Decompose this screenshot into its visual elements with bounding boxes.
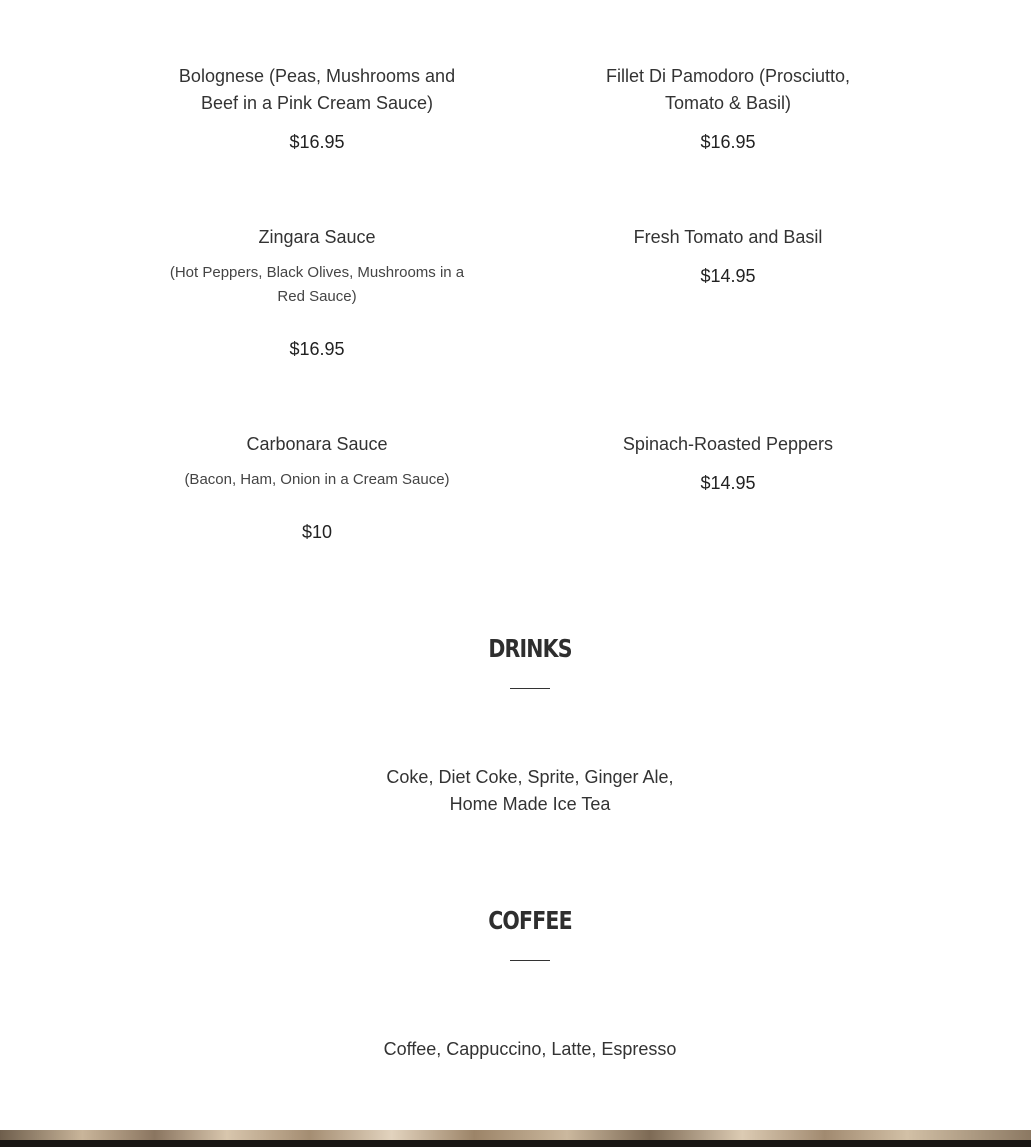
menu-item-bolognese	[162, 63, 472, 163]
footer-background-image	[0, 1130, 1031, 1147]
menu-item-title: Fresh Tomato and Basil	[633, 227, 823, 247]
menu-item-price: $16.95	[289, 339, 345, 359]
menu-item-price: $16.95	[700, 132, 756, 152]
menu-item-price: $10	[301, 522, 333, 542]
menu-item-price: $14.95	[700, 266, 756, 286]
menu-item-price: $14.95	[700, 473, 756, 493]
menu-item-description: (Hot Peppers, Black Olives, Mushrooms in a Red Sauce)	[169, 264, 465, 305]
menu-item-spinach-roasted-peppers	[573, 431, 883, 511]
menu-item-title: Bolognese (Peas, Mushrooms and Beef in a Pink Cream Sauce)	[178, 66, 456, 113]
drinks-heading: DRINKS	[488, 634, 572, 663]
menu-item-title: Carbonara Sauce	[246, 434, 388, 454]
menu-item-title: Fillet Di Pamodoro (Prosciutto, Tomato & Basil)	[605, 66, 851, 113]
coffee-list: Coffee, Cappuccino, Latte, Espresso	[383, 1039, 677, 1059]
menu-item-zingara-sauce	[162, 224, 472, 374]
menu-item-description: (Bacon, Ham, Onion in a Cream Sauce)	[184, 471, 450, 488]
drinks-list: Coke, Diet Coke, Sprite, Ginger Ale, Home Made Ice Tea	[386, 767, 674, 814]
menu-item-fillet-di-pamodoro	[573, 63, 883, 163]
coffee-heading: COFFEE	[488, 906, 572, 935]
coffee-divider	[510, 960, 550, 961]
menu-item-price: $16.95	[289, 132, 345, 152]
menu-item-carbonara-sauce	[162, 431, 472, 561]
menu-item-title: Spinach-Roasted Peppers	[622, 434, 834, 454]
menu-item-title: Zingara Sauce	[258, 227, 376, 247]
drinks-divider	[510, 688, 550, 689]
menu-item-fresh-tomato-and-basil	[573, 224, 883, 304]
